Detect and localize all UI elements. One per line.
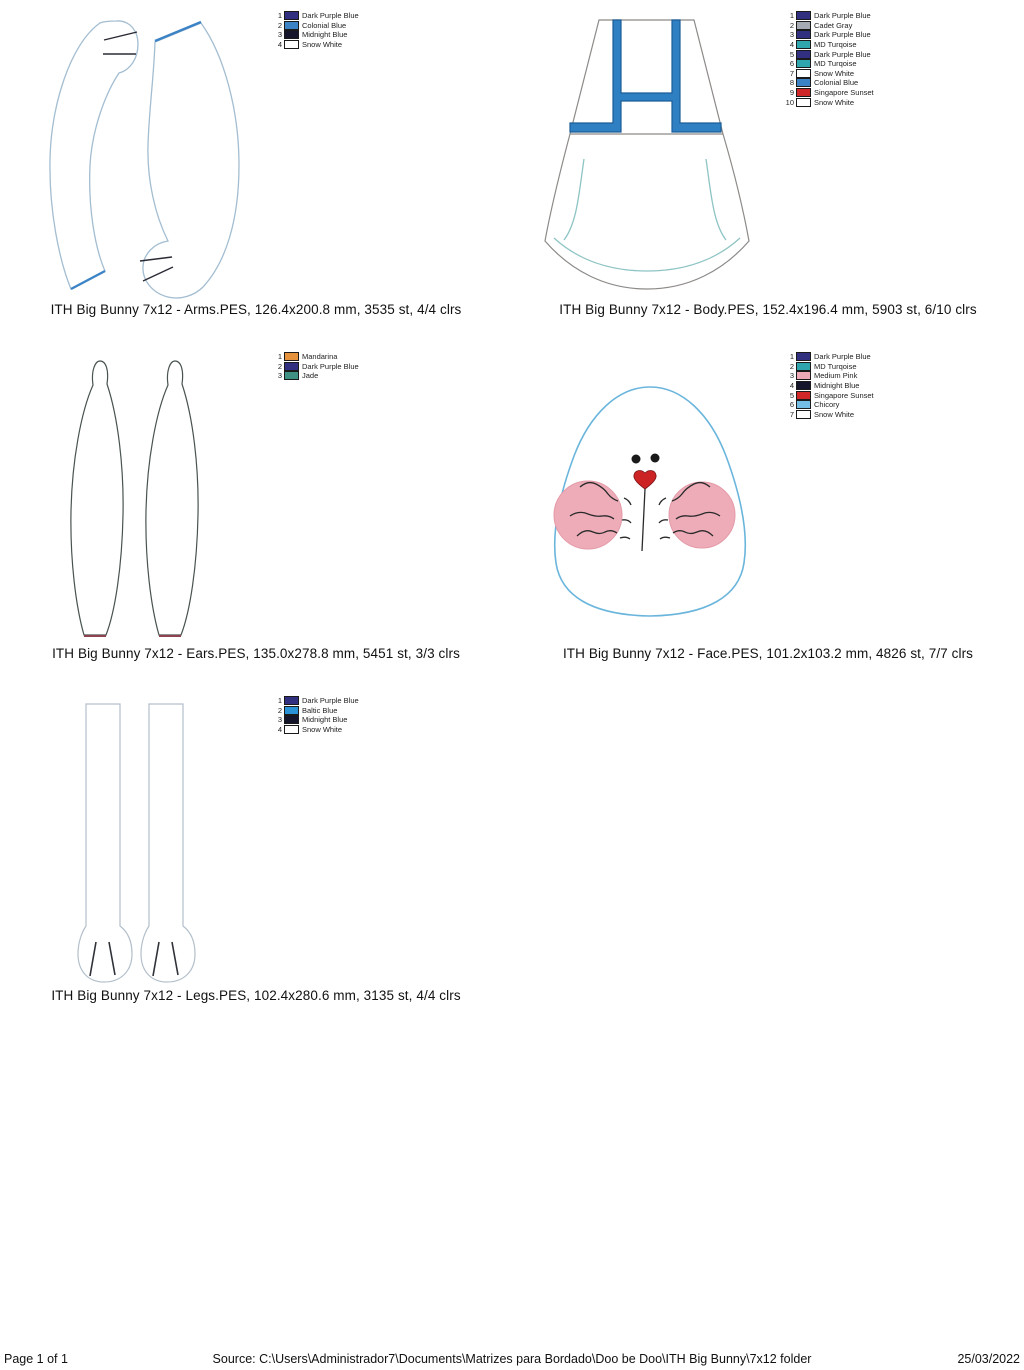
color-swatch	[284, 11, 299, 20]
color-name-label: Baltic Blue	[302, 705, 338, 715]
arms-design-preview	[42, 10, 262, 300]
color-swatch	[284, 21, 299, 30]
source-path-label: Source: C:\Users\Administrador7\Documents\Matrizes para Bordado\Doo be Doo\ITH Big Bunny\7x12 folder	[212, 1352, 812, 1366]
color-number: 4	[277, 725, 282, 735]
color-swatch	[284, 371, 299, 380]
legend-row	[782, 59, 874, 69]
color-number: 4	[277, 40, 282, 50]
color-swatch	[796, 40, 811, 49]
color-swatch	[796, 362, 811, 371]
color-number: 7	[789, 68, 794, 78]
legend-row	[270, 352, 359, 362]
color-swatch	[284, 352, 299, 361]
legend-row	[270, 696, 359, 706]
color-name-label: Dark Purple Blue	[814, 30, 871, 40]
color-number: 2	[277, 20, 282, 30]
date-label: 25/03/2022	[957, 1352, 1020, 1366]
body-color-legend	[782, 11, 874, 107]
color-name-label: Midnight Blue	[814, 381, 860, 391]
legend-row	[782, 362, 874, 372]
color-name-label: Dark Purple Blue	[814, 49, 871, 59]
legend-row	[270, 362, 359, 372]
color-swatch	[284, 40, 299, 49]
color-name-label: Dark Purple Blue	[302, 361, 359, 371]
color-number: 6	[789, 59, 794, 69]
color-swatch	[284, 706, 299, 715]
color-name-label: Dark Purple Blue	[814, 352, 871, 362]
color-name-label: Midnight Blue	[302, 715, 348, 725]
color-number: 4	[789, 40, 794, 50]
color-name-label: Snow White	[814, 68, 855, 78]
color-number: 1	[789, 352, 794, 362]
ear-outlines	[71, 361, 198, 635]
color-name-label: Dark Purple Blue	[302, 696, 359, 706]
color-number: 3	[277, 371, 282, 381]
color-name-label: Jade	[302, 371, 319, 381]
color-swatch	[284, 725, 299, 734]
page-footer	[0, 1352, 1024, 1370]
legend-row	[270, 706, 359, 716]
face-design-preview	[540, 370, 760, 630]
legend-row	[782, 40, 874, 50]
color-number: 10	[785, 97, 794, 107]
legend-row	[782, 30, 874, 40]
legend-row	[782, 410, 874, 420]
color-swatch	[796, 21, 811, 30]
legend-row	[782, 11, 874, 21]
color-number: 4	[789, 381, 794, 391]
color-number: 5	[789, 49, 794, 59]
body-caption: ITH Big Bunny 7x12 - Body.PES, 152.4x196.4 mm, 5903 st, 6/10 clrs	[559, 302, 977, 317]
color-number: 7	[789, 409, 794, 419]
color-number: 1	[277, 696, 282, 706]
color-name-label: Cadet Gray	[814, 20, 853, 30]
color-swatch	[796, 98, 811, 107]
color-name-label: Midnight Blue	[302, 30, 348, 40]
face-color-legend	[782, 352, 874, 419]
legend-row	[782, 400, 874, 410]
color-number: 1	[789, 11, 794, 21]
color-swatch	[284, 715, 299, 724]
color-name-label: Mandarina	[302, 352, 338, 362]
body-design-preview	[530, 8, 770, 298]
legend-row	[270, 11, 359, 21]
color-swatch	[796, 410, 811, 419]
color-name-label: Medium Pink	[814, 371, 858, 381]
color-swatch	[284, 362, 299, 371]
legs-color-legend	[270, 696, 359, 734]
legend-row	[782, 390, 874, 400]
color-swatch	[796, 88, 811, 97]
bunny-arm-outlines	[50, 21, 239, 298]
legend-row	[270, 30, 359, 40]
legend-row	[782, 78, 874, 88]
color-number: 2	[789, 20, 794, 30]
color-name-label: MD Turqoise	[814, 361, 857, 371]
color-swatch	[796, 59, 811, 68]
legend-row	[782, 88, 874, 98]
color-name-label: Singapore Sunset	[814, 390, 874, 400]
legend-row	[782, 381, 874, 391]
legend-row	[270, 40, 359, 50]
color-swatch	[796, 30, 811, 39]
ears-color-legend	[270, 352, 359, 381]
page-number-label: Page 1 of 1	[4, 1352, 68, 1366]
leg-outlines	[78, 704, 195, 982]
legend-row	[270, 21, 359, 31]
color-number: 3	[277, 30, 282, 40]
color-number: 9	[789, 88, 794, 98]
color-swatch	[796, 400, 811, 409]
color-swatch	[796, 50, 811, 59]
color-name-label: Colonial Blue	[814, 78, 859, 88]
color-number: 2	[789, 361, 794, 371]
legs-design-preview	[62, 695, 212, 985]
color-name-label: Snow White	[302, 40, 343, 50]
color-swatch	[796, 11, 811, 20]
legend-row	[782, 97, 874, 107]
color-name-label: Colonial Blue	[302, 20, 347, 30]
color-name-label: Snow White	[302, 725, 343, 735]
color-number: 3	[789, 30, 794, 40]
legend-row	[270, 371, 359, 381]
legend-row	[782, 352, 874, 362]
color-swatch	[796, 352, 811, 361]
legend-row	[782, 49, 874, 59]
color-name-label: Snow White	[814, 409, 855, 419]
arms-caption: ITH Big Bunny 7x12 - Arms.PES, 126.4x200.8 mm, 3535 st, 4/4 clrs	[50, 302, 462, 317]
color-name-label: MD Turqoise	[814, 40, 857, 50]
color-swatch	[796, 381, 811, 390]
ears-design-preview	[60, 355, 220, 645]
color-swatch	[284, 30, 299, 39]
color-name-label: Dark Purple Blue	[814, 11, 871, 21]
color-number: 2	[277, 705, 282, 715]
color-name-label: Snow White	[814, 97, 855, 107]
legend-row	[270, 715, 359, 725]
color-number: 6	[789, 400, 794, 410]
legend-row	[782, 371, 874, 381]
legs-caption: ITH Big Bunny 7x12 - Legs.PES, 102.4x280.6 mm, 3135 st, 4/4 clrs	[51, 988, 461, 1003]
color-swatch	[796, 391, 811, 400]
legend-row	[782, 21, 874, 31]
color-number: 3	[789, 371, 794, 381]
body-outline	[545, 20, 749, 289]
color-number: 3	[277, 715, 282, 725]
color-number: 2	[277, 361, 282, 371]
legend-row	[782, 69, 874, 79]
color-swatch	[284, 696, 299, 705]
color-swatch	[796, 371, 811, 380]
legend-row	[270, 725, 359, 735]
face-caption: ITH Big Bunny 7x12 - Face.PES, 101.2x103.2 mm, 4826 st, 7/7 clrs	[562, 646, 974, 661]
color-name-label: Singapore Sunset	[814, 88, 874, 98]
color-name-label: Chicory	[814, 400, 840, 410]
color-name-label: MD Turqoise	[814, 59, 857, 69]
arms-color-legend	[270, 11, 359, 49]
color-swatch	[796, 69, 811, 78]
ears-caption: ITH Big Bunny 7x12 - Ears.PES, 135.0x278.8 mm, 5451 st, 3/3 clrs	[52, 646, 460, 661]
color-number: 1	[277, 352, 282, 362]
color-name-label: Dark Purple Blue	[302, 11, 359, 21]
color-number: 5	[789, 390, 794, 400]
color-number: 1	[277, 11, 282, 21]
color-swatch	[796, 78, 811, 87]
color-number: 8	[789, 78, 794, 88]
